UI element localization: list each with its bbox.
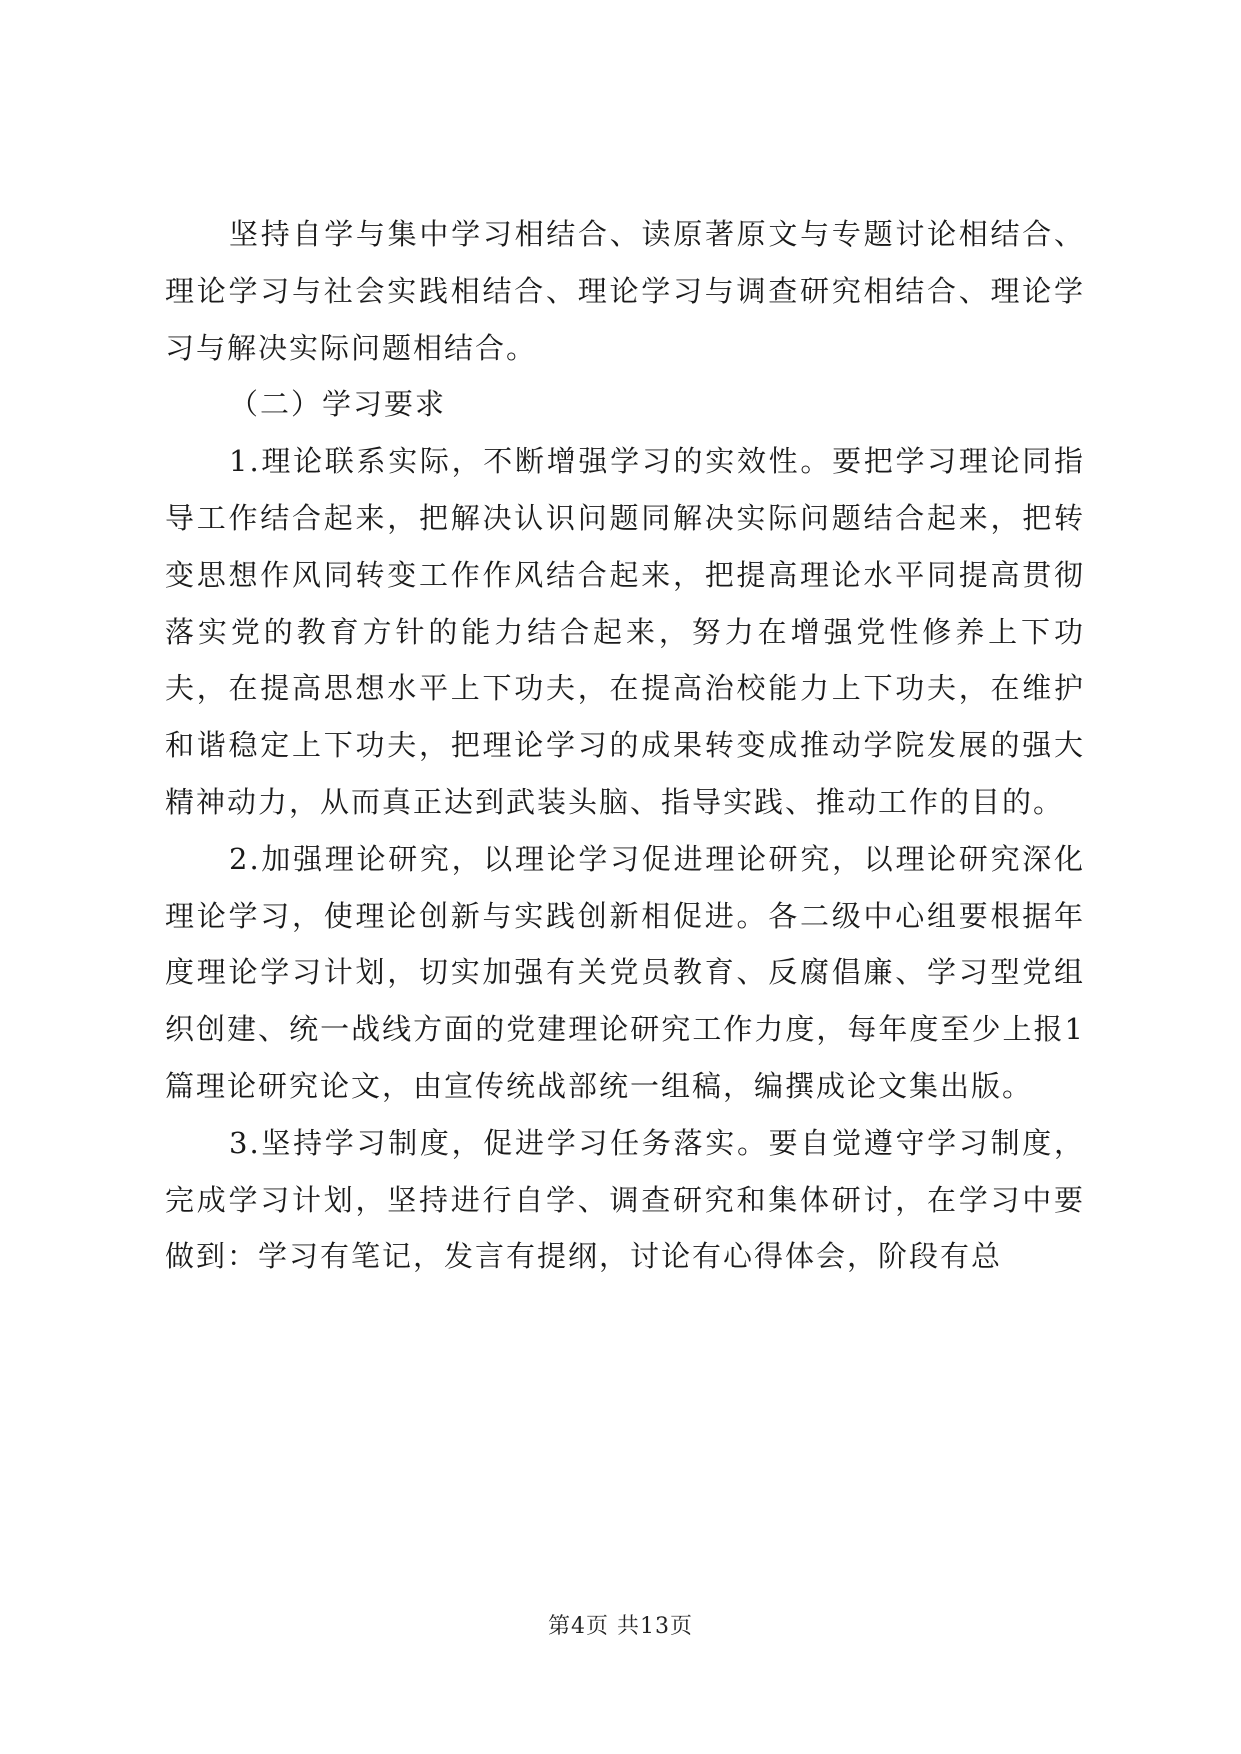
paragraph-requirement-1: 1.理论联系实际，不断增强学习的实效性。要把学习理论同指导工作结合起来，把解决认识问题同解决实际问题结合起来，把转变思想作风同转变工作作风结合起来，把提高理论水平同提高贯彻落实党的教育方针的能力结合起来，努力在增强党性修养上下功夫，在提高思想水平上下功夫，在提高治校能力上下功夫，在维护和谐稳定上下功夫，把理论学习的成果转变成推动学院发展的强大精神动力，从而真正达到武装头脑、指导实践、推动工作的目的。 (165, 444, 1085, 819)
paragraph-study-principles: 坚持自学与集中学习相结合、读原著原文与专题讨论相结合、理论学习与社会实践相结合、理论学习与调查研究相结合、理论学习与解决实际问题相结合。 (165, 217, 1085, 365)
page-number-footer: 第4页 共13页 (548, 1614, 693, 1639)
section-heading-study-requirements: （二）学习要求 (229, 387, 447, 422)
paragraph-requirement-2: 2.加强理论研究，以理论学习促进理论研究，以理论研究深化理论学习，使理论创新与实践创新相促进。各二级中心组要根据年度理论学习计划，切实加强有关党员教育、反腐倡廉、学习型党组织创建、统一战线方面的党建理论研究工作力度，每年度至少上报1篇理论研究论文，由宣传统战部统一组稿，编撰成论文集出版。 (165, 841, 1085, 1103)
paragraph-requirement-3: 3.坚持学习制度，促进学习任务落实。要自觉遵守学习制度，完成学习计划，坚持进行自学、调查研究和集体研讨，在学习中要做到：学习有笔记，发言有提纲，讨论有心得体会，阶段有总 (165, 1125, 1085, 1274)
document-body (165, 206, 1085, 1285)
